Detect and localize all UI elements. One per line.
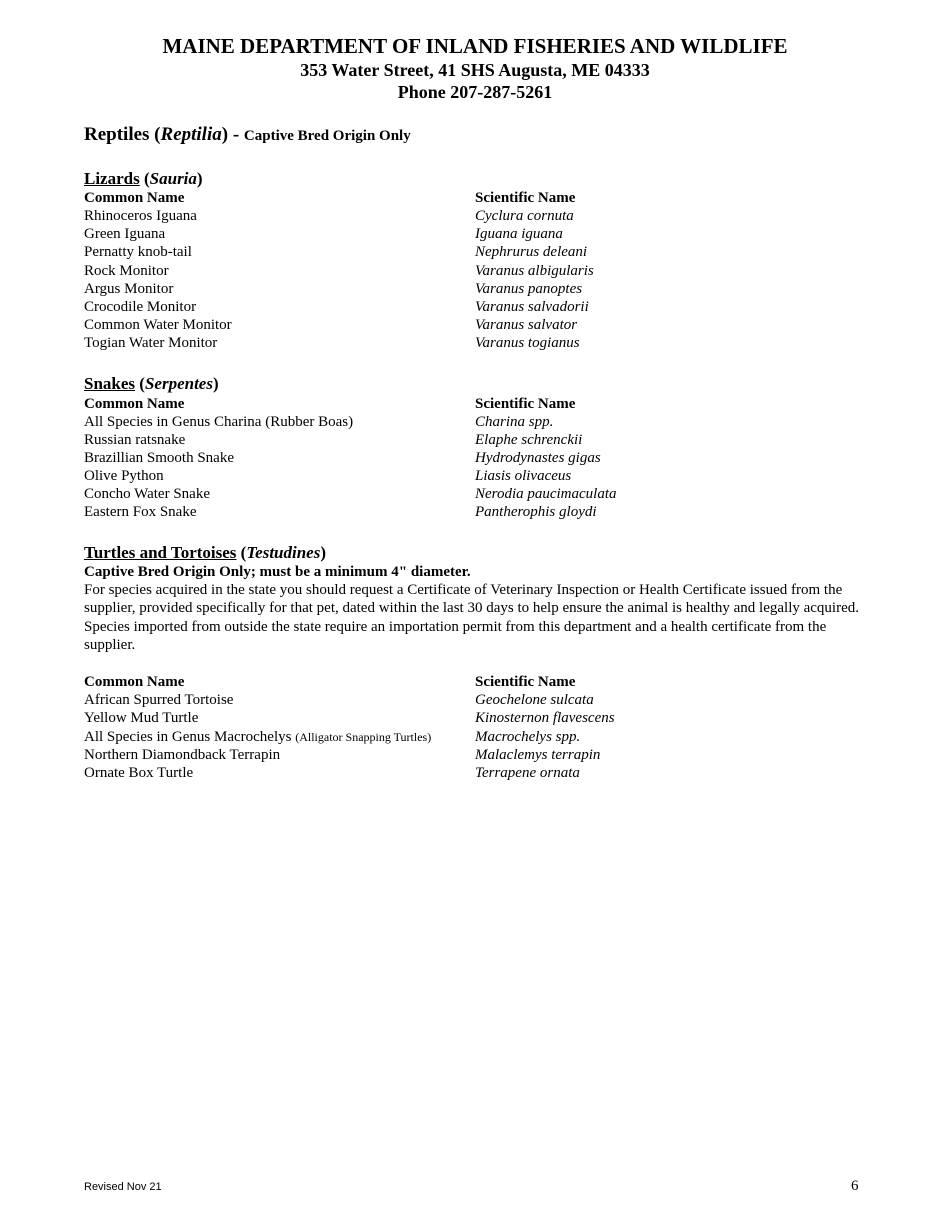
common-name-note: (Alligator Snapping Turtles) [295, 730, 432, 744]
column-scientific: Scientific Name [475, 396, 576, 412]
revised-date: Revised Nov 21 [84, 1181, 162, 1193]
table-row: Russian ratsnake Elaphe schrenckii [84, 432, 583, 448]
table-row: All Species in Genus Charina (Rubber Boas) Charina spp. [84, 414, 554, 430]
table-row: Togian Water Monitor Varanus togianus [84, 335, 580, 351]
turtles-requirement-note: Captive Bred Origin Only; must be a minimum 4" diameter. [84, 564, 471, 580]
column-common: Common Name [84, 190, 185, 206]
lizards-column-headers [84, 189, 884, 207]
table-row: Eastern Fox Snake Pantherophis gloydi [84, 504, 597, 520]
column-common: Common Name [84, 674, 185, 690]
table-row: Concho Water Snake Nerodia paucimaculata [84, 486, 617, 502]
table-row: Crocodile Monitor Varanus salvadorii [84, 299, 589, 315]
table-row: Pernatty knob-tail Nephrurus deleani [84, 244, 588, 260]
table-row: All Species in Genus Macrochelys (Alligator Snapping Turtles) Macrochelys spp. [84, 729, 581, 745]
turtles-paragraph: For species acquired in the state you should request a Certificate of Veterinary Inspection or Health Certificate issued from the supplier, provided specifically for that pet, dated within the last 30 days to help ensure the animal is healthy and legally acquired. Species imported from outside the state require an importation permit from this department and a health certificate from the supplier. [84, 582, 860, 653]
org-title: MAINE DEPARTMENT OF INLAND FISHERIES AND WILDLIFE [162, 34, 788, 58]
lizards-heading: Lizards (Sauria) [84, 169, 203, 188]
turtles-heading: Turtles and Tortoises (Testudines) [84, 543, 327, 562]
table-row: Ornate Box Turtle Terrapene ornata [84, 765, 580, 781]
table-row: Rhinoceros Iguana Cyclura cornuta [84, 208, 574, 224]
table-row: Argus Monitor Varanus panoptes [84, 281, 583, 297]
table-row: Common Water Monitor Varanus salvator [84, 317, 578, 333]
column-scientific: Scientific Name [475, 190, 576, 206]
snakes-column-headers [84, 395, 884, 413]
table-row: Rock Monitor Varanus albigularis [84, 263, 594, 279]
org-phone: Phone 207-287-5261 [397, 82, 553, 102]
table-row: Olive Python Liasis olivaceus [84, 468, 572, 484]
table-row: Green Iguana Iguana iguana [84, 226, 563, 242]
table-row: African Spurred Tortoise Geochelone sulcata [84, 692, 594, 708]
table-row: Northern Diamondback Terrapin Malaclemys terrapin [84, 747, 601, 763]
column-scientific: Scientific Name [475, 674, 576, 690]
table-row: Yellow Mud Turtle Kinosternon flavescens [84, 710, 615, 726]
turtles-column-headers [84, 673, 884, 691]
snakes-heading: Snakes (Serpentes) [84, 374, 219, 393]
page-number: 6 [851, 1178, 859, 1194]
table-row: Brazillian Smooth Snake Hydrodynastes gigas [84, 450, 601, 466]
column-common: Common Name [84, 396, 185, 412]
section-subtitle: Captive Bred Origin Only [243, 128, 411, 144]
section-title: Reptiles (Reptilia) - Captive Bred Origin Only [84, 124, 411, 145]
org-address: 353 Water Street, 41 SHS Augusta, ME 04333 [300, 60, 650, 80]
